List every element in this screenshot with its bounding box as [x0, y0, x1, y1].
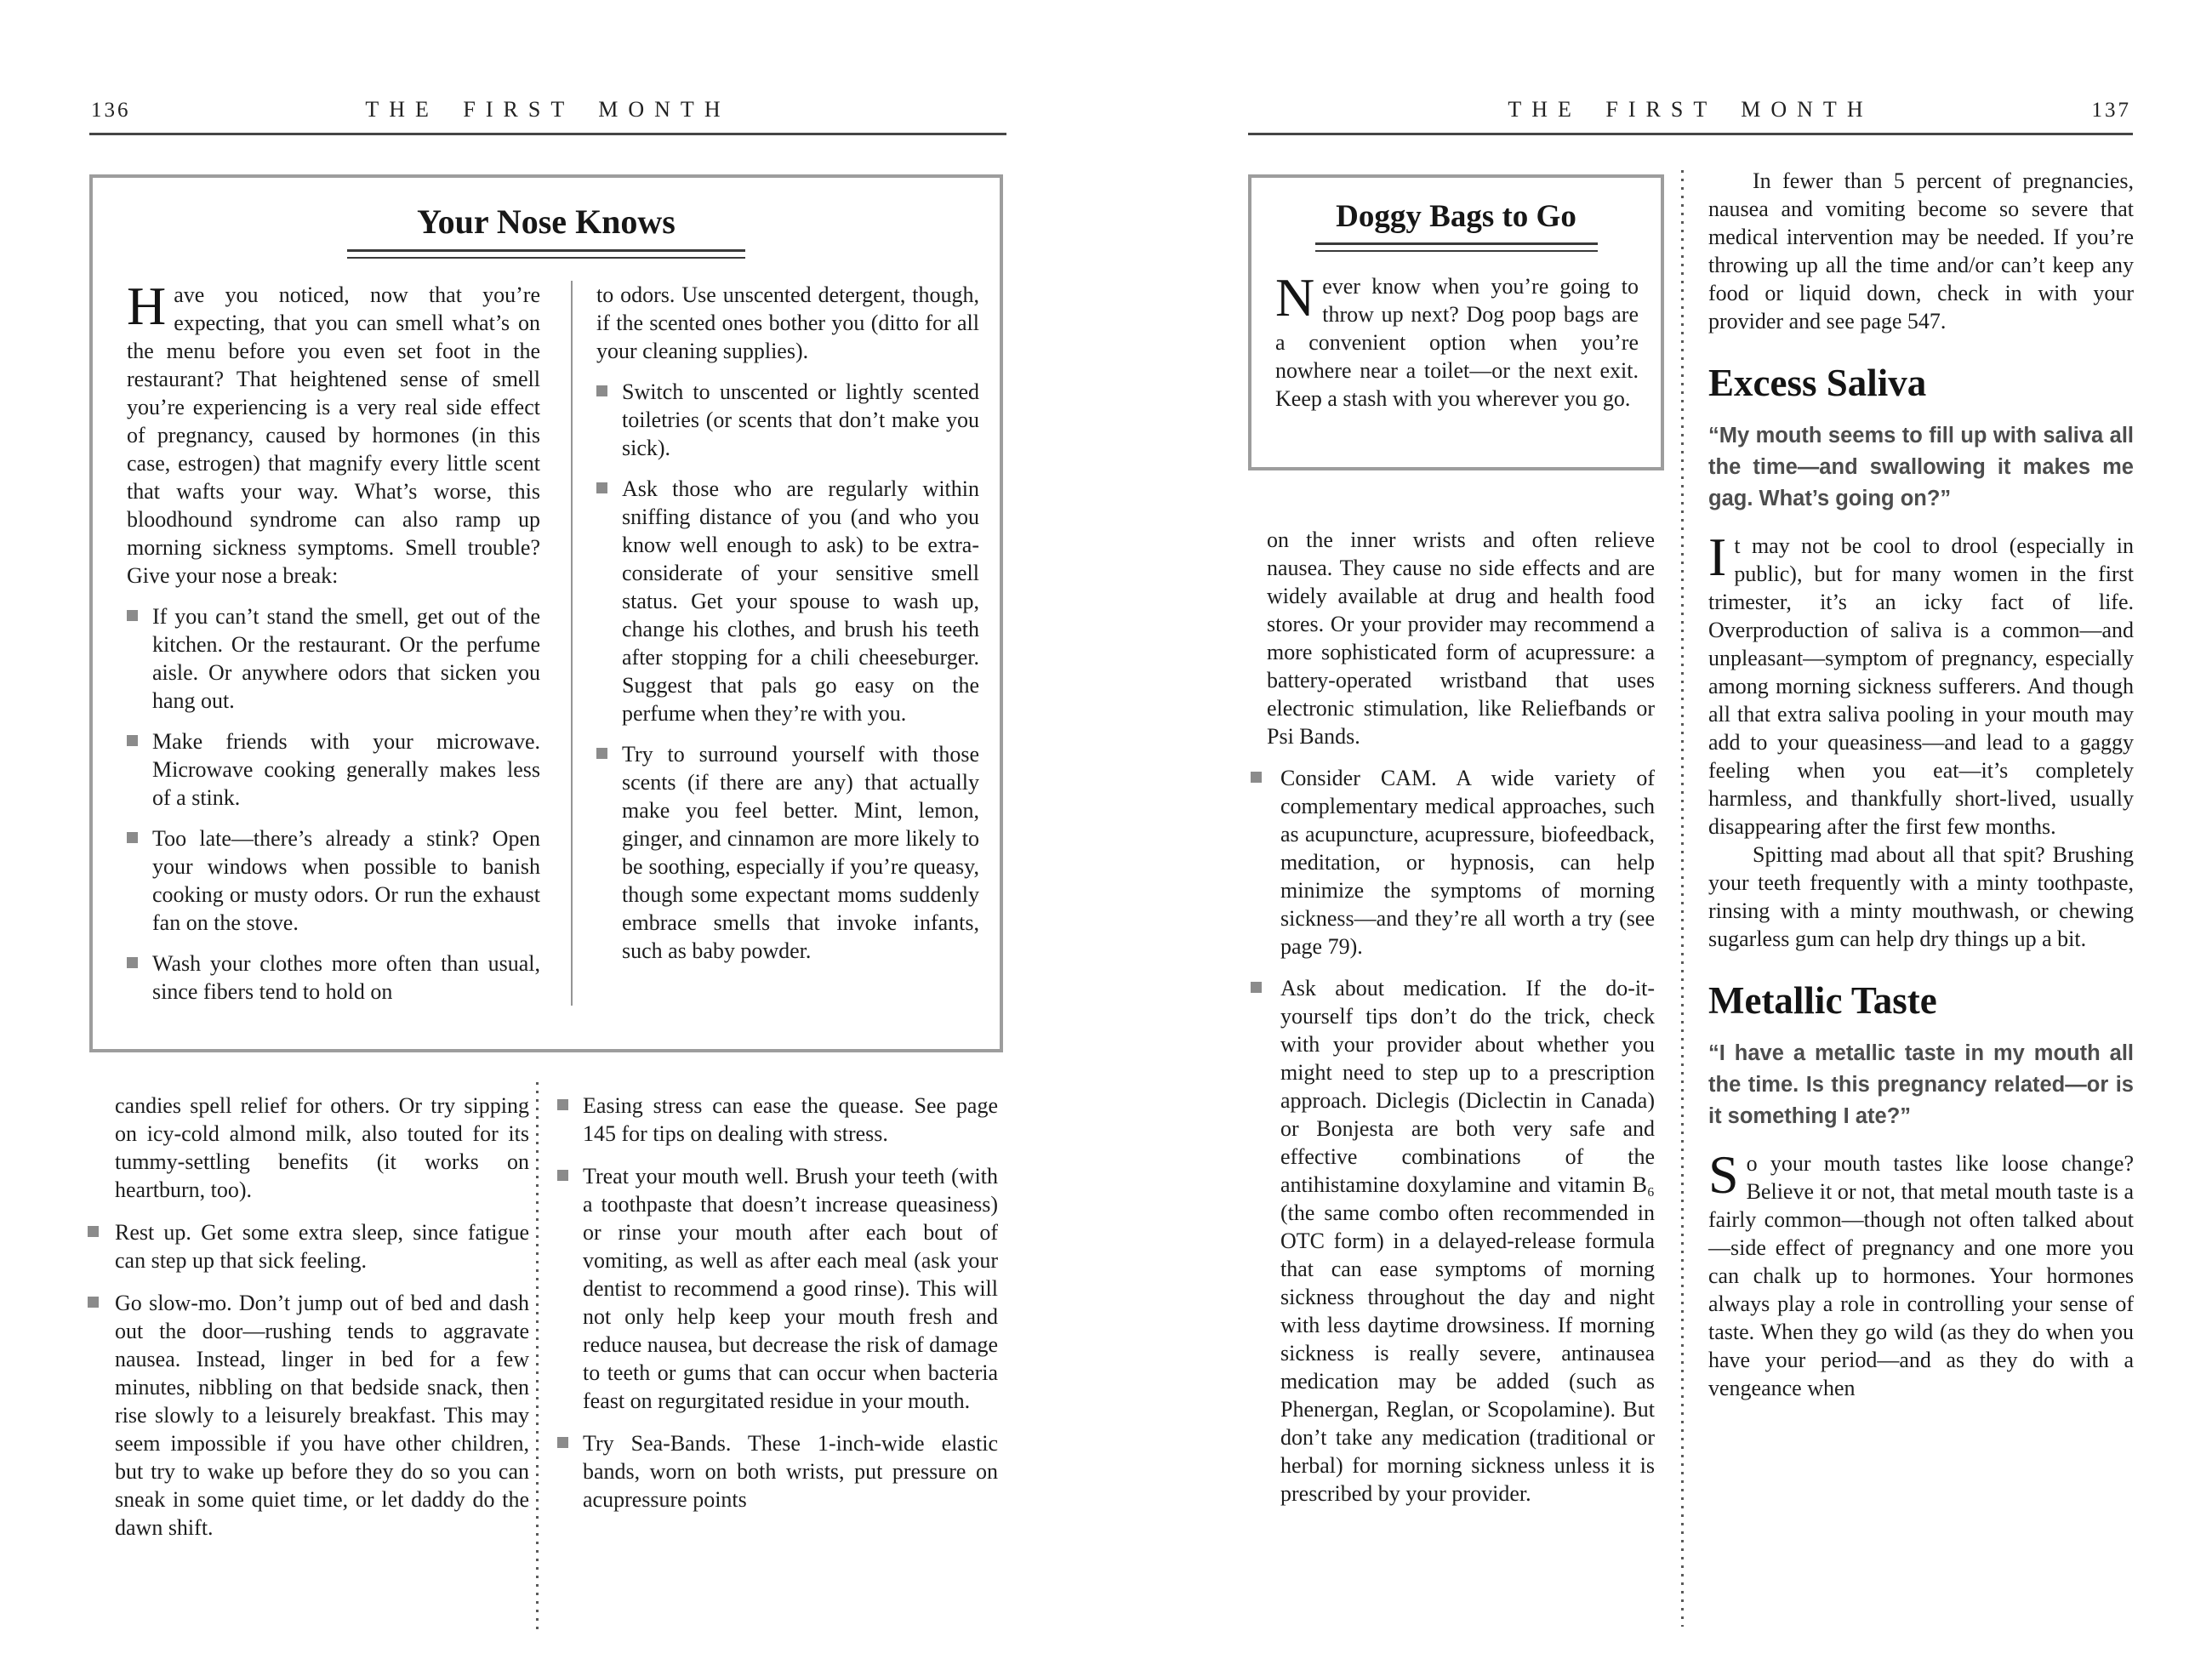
running-head-left — [89, 77, 1006, 135]
drop-cap: H — [127, 276, 167, 336]
drop-cap: I — [1708, 527, 1727, 587]
list-item: Consider CAM. A wide variety of complementary medical approaches, such as acupuncture, acupressure, biofeedback, meditation, or hypnosis, can help minimize the symptoms of morning sickness—and they’re all worth a try (see page 79). — [1248, 764, 1655, 961]
info-box-doggy-bags — [1248, 174, 1664, 470]
running-head-title-left: THE FIRST MONTH — [365, 97, 731, 122]
list-item: Switch to unscented or lightly scented toiletries (or scents that don’t make you sick). — [596, 378, 979, 462]
box-title: Your Nose Knows — [417, 202, 676, 241]
column-divider-dotted — [1681, 170, 1684, 1627]
list-item: Ask those who are regularly within sniffing distance of you (and who you know well enough to ask) to be extra-considerate of your sensitive smell status. Get your spouse to wash up, change his clothes, and brush his teeth after stopping for a chili cheeseburger. Suggest that pals go easy on the perfume when they’re with you. — [596, 475, 979, 727]
left-page-column-2 — [557, 1092, 998, 1514]
paragraph: candies spell relief for others. Or try sipping on icy-cold almond milk, also touted for its tummy-settling benefits (it works on heartburn, too). — [115, 1093, 529, 1202]
paragraph: In fewer than 5 percent of pregnancies, nausea and vomiting become so severe that medical intervention may be needed. If you’re throwing up all the time and/or can’t keep any food or liquid down, check in with your provider and see page 547. — [1708, 168, 2134, 334]
box-column-2 — [573, 281, 979, 1006]
paragraph — [1708, 527, 2134, 841]
list-item: Wash your clothes more often than usual, since fibers tend to hold on — [127, 949, 540, 1006]
paragraph — [1708, 1144, 2134, 1402]
paragraph-text: t may not be cool to drool (especially in public), but for many women in the first trimester, it’s an icky fact of life. Overproduction of saliva is a common—and unpleasant—symptom of pregnancy, especially among morning sickness sufferers. And though all that extra saliva pooling in your mouth may add to your queasiness—and lead to a gaggy feeling when you eat—it’s completely harmless, and thankfully short-lived, usually disappearing after the first few months. — [1708, 533, 2134, 839]
page-number-left: 136 — [91, 99, 131, 122]
box-body — [1251, 252, 1661, 413]
paragraph: to odors. Use unscented detergent, though, if the scented ones bother you (ditto for all your cleaning supplies). — [596, 282, 979, 363]
right-page-column-2 — [1708, 167, 2134, 1402]
list-item: If you can’t stand the smell, get out of the kitchen. Or the restaurant. Or the perfume aisle. Or anywhere odors that sicken you hang out. — [127, 602, 540, 715]
list-item: Ask about medication. If the do-it-yourself tips don’t do the trick, check with your provider about whether you might need to step up to a prescription approach. Diclegis (Diclectin in Canada) or Bonjesta are both very safe and effective combinations of the antihistamine doxylamine and vitamin B₆ (the same combo often recommended in OTC form) in a delayed-release formula that can ease symptoms of morning sickness throughout the day and night with less daytime drowsiness. If morning sickness is really severe, antinausea medication may be added (such as Phenergan, Reglan, or Scopolamine). But don’t take any medication (traditional or herbal) for morning sickness unless it is prescribed by your provider. — [1248, 974, 1655, 1508]
list-item: Go slow-mo. Don’t jump out of bed and dash out the door—rushing tends to aggravate nausea. Instead, linger in bed for a few minutes, nibbling on that bedside snack, then rise slowly to a leisurely breakfast. This may seem impossible if you have other children, but try to wake up before they do so you can sneak in some quiet time, or let daddy do the dawn shift. — [88, 1289, 529, 1542]
reader-question-quote: “My mouth seems to fill up with saliva all the time—and swallowing it makes me gag. What’s going on?” — [1708, 424, 2134, 510]
reader-question-quote: “I have a metallic taste in my mouth all the time. Is this pregnancy related—or is it something I ate?” — [1708, 1041, 2134, 1128]
paragraph: Spitting mad about all that spit? Brushing your teeth frequently with a minty toothpaste, rinsing with a minty mouthwash, or chewing sugarless gum can help dry things up a bit. — [1708, 842, 2134, 951]
column-divider-dotted — [536, 1082, 539, 1629]
paragraph-text: ever know when you’re going to throw up next? Dog poop bags are a convenient option when you’re nowhere near a toilet—or the next exit. Keep a stash with you wherever you go. — [1275, 274, 1639, 411]
info-box-your-nose-knows — [89, 174, 1003, 1052]
running-head-title-right: THE FIRST MONTH — [1508, 97, 1873, 122]
running-head-right — [1248, 77, 2133, 135]
paragraph: on the inner wrists and often relieve nausea. They cause no side effects and are widely available at drug and health food stores. Or your provider may recommend a more sophisticated form of acupressure: a battery-operated wristband that uses electronic stimulation, like Reliefbands or Psi Bands. — [1267, 527, 1655, 749]
paragraph — [127, 276, 540, 590]
paragraph-text: o your mouth tastes like loose change? Believe it or not, that metal mouth taste is a fairly common—though not often talked about—side effect of pregnancy and one more you can chalk up to hormones. Your hormones always play a role in controlling your sense of taste. When they go wild (as they do when you have your period—and as they do with a vengeance when — [1708, 1151, 2134, 1400]
list-item: Make friends with your microwave. Microwave cooking generally makes less of a stink. — [127, 727, 540, 812]
paragraph-text: ave you noticed, now that you’re expecting, that you can smell what’s on the menu before you even set foot in the restaurant? That heightened sense of smell you’re experiencing is a very real side effect of pregnancy, caused by hormones (in this case, estrogen) that magnify every little scent that wafts your way. What’s worse, this bloodhound syndrome can also ramp up morning sickness symptoms. Smell trouble? Give your nose a break: — [127, 282, 540, 588]
list-item: Rest up. Get some extra sleep, since fatigue can step up that sick feeling. — [88, 1218, 529, 1274]
right-page-column-1 — [1248, 526, 1655, 1508]
box-column-1 — [127, 276, 573, 1006]
page-number-right: 137 — [2091, 99, 2131, 122]
box-title: Doggy Bags to Go — [1336, 199, 1576, 234]
section-heading-metallic-taste: Metallic Taste — [1708, 979, 1937, 1022]
list-item: Try to surround yourself with those scents (if there are any) that actually make you feel better. Mint, lemon, ginger, and cinnamon are more likely to be soothing, especially if you’re queasy, though some expectant moms suddenly embrace smells that invoke infants, such as baby powder. — [596, 740, 979, 965]
paragraph — [1275, 267, 1639, 413]
left-page-column-1 — [88, 1092, 529, 1542]
title-double-rule — [347, 249, 745, 259]
list-item: Too late—there’s already a stink? Open your windows when possible to banish cooking or musty odors. Or run the exhaust fan on the stove. — [127, 824, 540, 937]
list-item: Treat your mouth well. Brush your teeth (with a toothpaste that doesn’t increase queasiness) or rinse your mouth after each bout of vomiting, as well as after each meal (ask your dentist to recommend a good rinse). This will not only help keep your mouth fresh and reduce nausea, but decrease the risk of damage to teeth or gums that can occur when bacteria feast on regurgitated residue in your mouth. — [557, 1162, 998, 1415]
section-heading-excess-saliva: Excess Saliva — [1708, 362, 1927, 404]
list-item: Easing stress can ease the quease. See page 145 for tips on dealing with stress. — [557, 1092, 998, 1148]
drop-cap: S — [1708, 1144, 1739, 1205]
list-item: Try Sea-Bands. These 1-inch-wide elastic bands, worn on both wrists, put pressure on acupressure points — [557, 1429, 998, 1514]
drop-cap: N — [1275, 267, 1315, 328]
title-double-rule — [1315, 242, 1598, 252]
